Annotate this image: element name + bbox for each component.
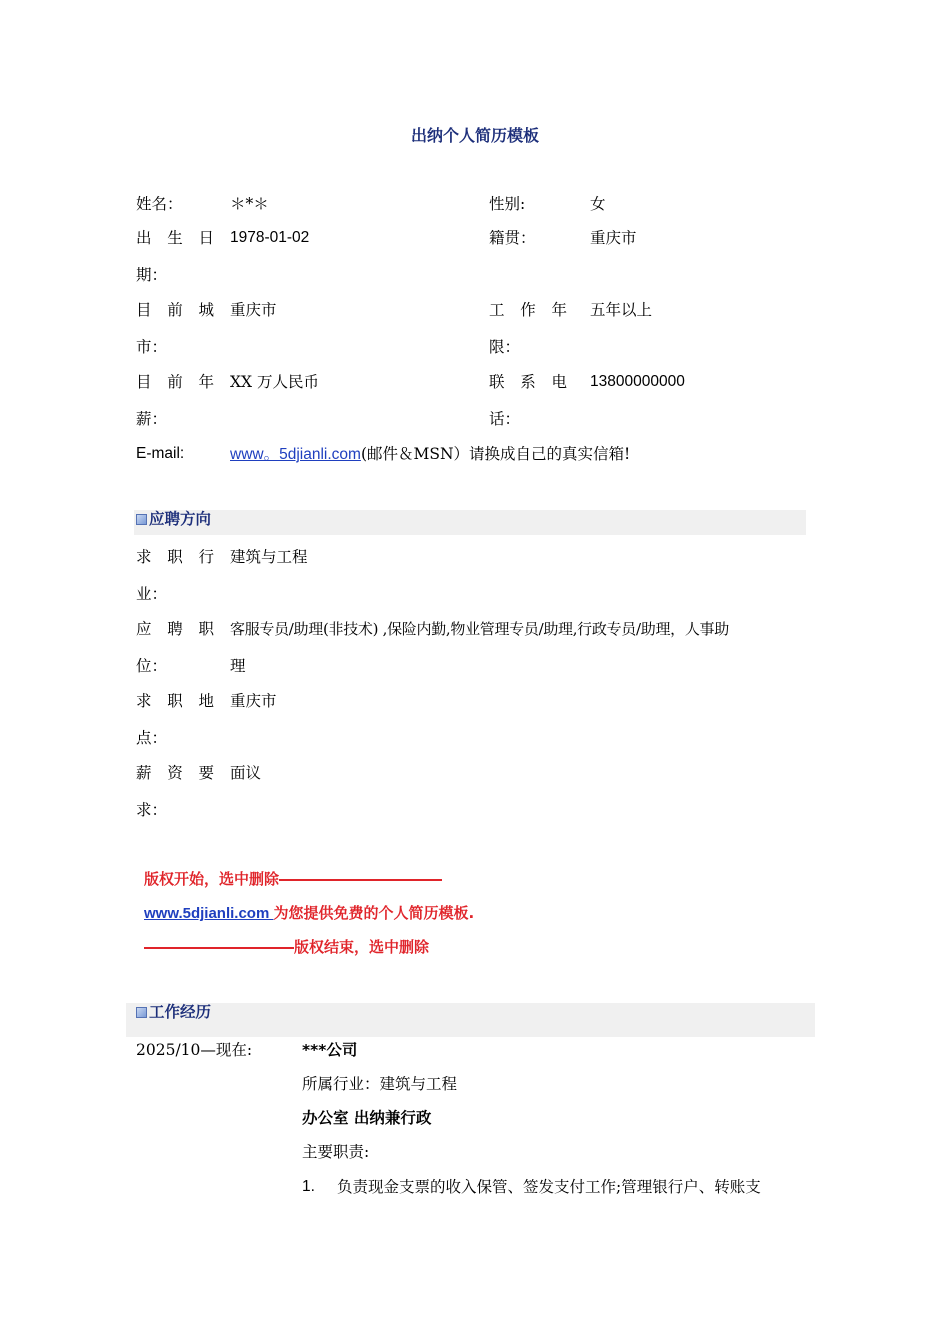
industry-label: 求 职 行 (136, 548, 214, 566)
name-label: 姓名： (136, 195, 183, 213)
work-role: 办公室 出纳兼行政 (302, 1109, 432, 1127)
city-value: 重庆市 (230, 301, 277, 319)
birth-value: 1978-01-02 (230, 229, 310, 246)
page-title: 出纳个人简历模板 (410, 126, 539, 145)
image-icon (136, 1007, 147, 1018)
section-bar-work (126, 1003, 815, 1037)
duty-number: 1. (302, 1178, 315, 1195)
years-label: 工 作 年 (489, 301, 567, 319)
phone-label: 联 系 电 (489, 373, 567, 391)
location-label-cont: 点： (136, 729, 168, 747)
salary-label: 目 前 年 (136, 373, 214, 391)
phone-label-cont: 话： (489, 410, 521, 428)
section-title-work: 工作经历 (136, 1002, 211, 1022)
email-line (230, 444, 630, 465)
salary-value: XX 万人民币 (230, 373, 319, 391)
pay-label-cont: 求： (136, 801, 168, 819)
email-link[interactable]: www。5djianli.com (230, 446, 361, 463)
work-duties-label: 主要职责: (302, 1143, 370, 1161)
position-value-cont: 理 (230, 657, 246, 675)
phone-value: 13800000000 (590, 373, 685, 390)
email-label: E-mail: (136, 445, 185, 462)
red-rule (279, 879, 442, 881)
email-note: (邮件＆MSN）请换成自己的真实信箱! (360, 445, 631, 463)
image-icon (136, 514, 147, 525)
pay-value: 面议 (230, 764, 262, 782)
section-bar-apply (134, 510, 806, 535)
site-link[interactable]: www.5djianli.com (144, 905, 274, 922)
native-value: 重庆市 (590, 229, 637, 247)
pay-label: 薪 资 要 (136, 764, 214, 782)
salary-label-cont: 薪： (136, 410, 168, 428)
work-industry: 所属行业：建筑与工程 (302, 1075, 458, 1093)
position-label: 应 聘 职 (136, 620, 214, 638)
work-company: ***公司 (302, 1041, 358, 1059)
years-label-cont: 限： (489, 338, 521, 356)
years-value: 五年以上 (590, 301, 653, 319)
name-value: ＊*＊ (230, 195, 269, 213)
city-label-cont: 市： (136, 338, 168, 356)
birth-label: 出 生 日 (136, 229, 214, 247)
gender-label: 性别: (489, 195, 526, 213)
position-value: 客服专员/助理(非技术) ,保险内勤,物业管理专员/助理,行政专员/助理，人事助 (230, 620, 729, 638)
industry-label-cont: 业： (136, 585, 168, 603)
city-label: 目 前 城 (136, 301, 214, 319)
copyright-site: www.5djianli.com 为您提供免费的个人简历模板. (144, 904, 475, 922)
section-title-apply: 应聘方向 (136, 509, 211, 529)
location-value: 重庆市 (230, 692, 277, 710)
industry-value: 建筑与工程 (230, 548, 308, 566)
duty-text: 负责现金支票的收入保管、签发支付工作;管理银行户、转账支 (337, 1178, 761, 1196)
location-label: 求 职 地 (136, 692, 214, 710)
copyright-start: 版权开始，选中删除 (144, 869, 442, 889)
position-label-cont: 位： (136, 657, 168, 675)
gender-value: 女 (590, 195, 606, 213)
birth-label-cont: 期： (136, 266, 168, 284)
copyright-end: 版权结束，选中删除 (144, 937, 429, 957)
red-rule (144, 947, 294, 949)
native-label: 籍贯： (489, 229, 536, 247)
work-period: 2025/10—现在: (136, 1041, 253, 1059)
